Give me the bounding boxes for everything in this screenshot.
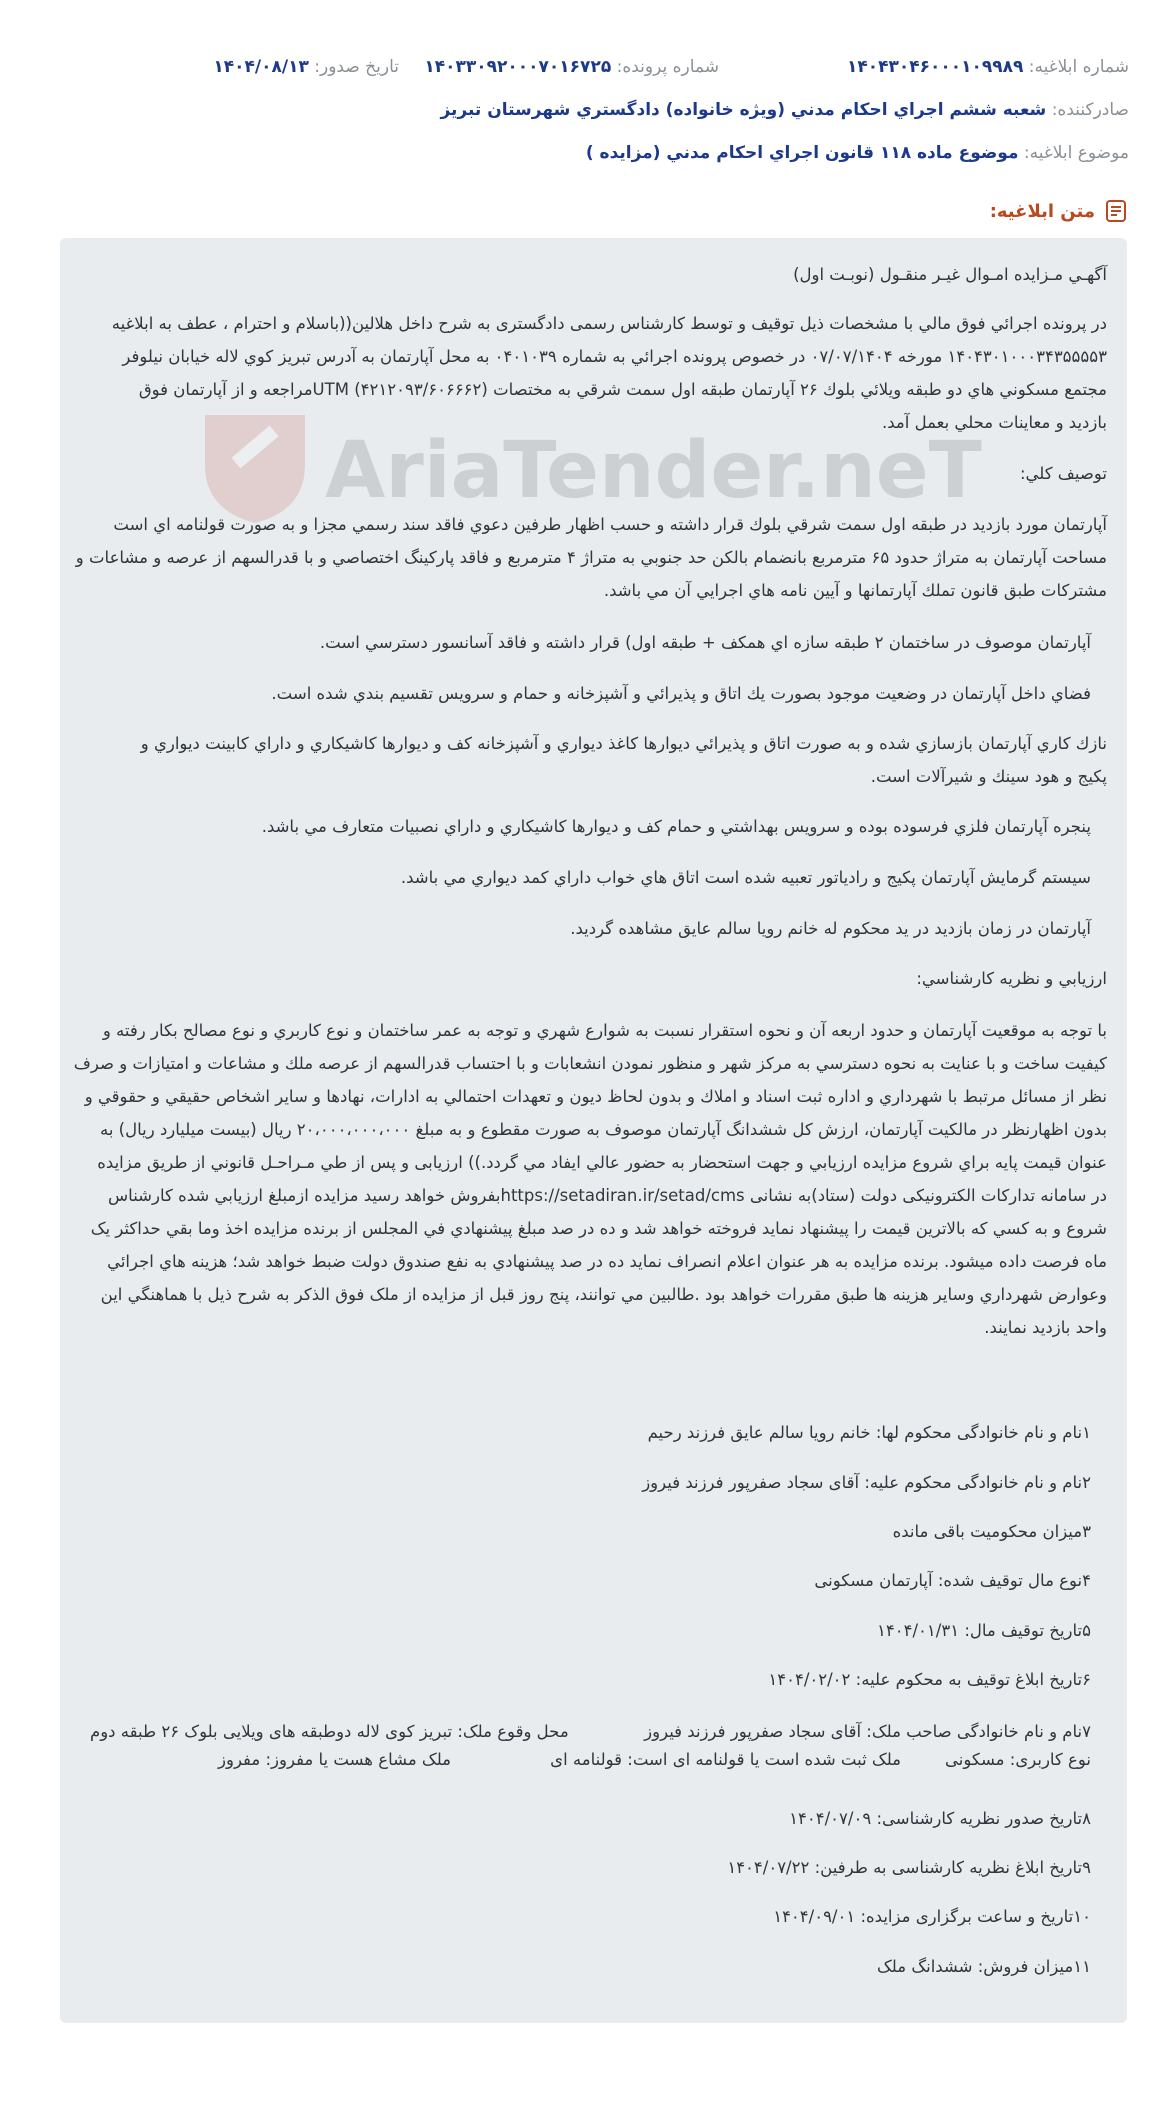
issuer-value: شعبه ششم اجراي احکام مدني (ويژه خانواده) دادگستري شهرستان تبريز	[440, 100, 1047, 120]
case-number	[424, 55, 719, 79]
list-item: ۵تاریخ توقیف مال: ۱۴۰۴/۰۱/۳۱	[877, 1621, 1091, 1640]
text-line: پكيج و هود سينك و شيرآلات است.	[870, 767, 1107, 786]
property-usage: نوع کاربری: مسکونی	[944, 1750, 1091, 1769]
text-line: واحد بازديد نمايند.	[984, 1318, 1107, 1337]
property-registration: ملک ثبت شده است یا قولنامه ای است: قولنامه ای	[550, 1750, 901, 1769]
text-line: نظر از مسائل مرتبط با شهرداري و اداره ثبت اسناد و املاك و بدون لحاظ ديون و تعهدات احتمالي به ادارات، نهادها و ساير اشخاص حقيقي و حقوقي و	[84, 1087, 1107, 1106]
section-heading	[990, 198, 1129, 224]
text-line: بازديد و معاينات محلي بعمل آمد.	[882, 413, 1107, 432]
list-item-owner	[90, 1718, 1091, 1774]
paragraph-finish	[70, 727, 1107, 793]
notice-number	[847, 55, 1129, 79]
text-line: عنوان قيمت پايه براي شروع مزايده ارزيابي و جهت استحضار به حضور عالي ايفاد مي گردد.)) ارزیابی و پس از طي مـراحـل قانوني از طريق مزايده	[97, 1153, 1107, 1172]
list-item: ۱۱میزان فروش: ششدانگ ملک	[877, 1957, 1091, 1976]
header-row-issuer	[45, 98, 1129, 122]
list-item: ۶تاریخ ابلاغ توقیف به محکوم علیه: ۱۴۰۴/۰۲/۰۲	[768, 1670, 1091, 1689]
notice-number-value: ۱۴۰۴۳۰۴۶۰۰۰۱۰۹۹۸۹	[846, 57, 1024, 77]
paragraph-layout: فضاي داخل آپارتمان در وضعيت موجود بصورت يك اتاق و پذيرائي و آشپزخانه و حمام و سرويس تقسيم بندي شده است.	[271, 684, 1091, 703]
list-item: ۳میزان محکومیت باقی مانده	[892, 1522, 1091, 1541]
text-line: شروع و به کسي که بالاترين قيمت را پيشنهاد نمايد فروخته خواهد شد و ده در صد مبلغ پيشنهادي في المجلس از برنده مزايده اخذ وما بقي حداکثر يک	[90, 1219, 1107, 1238]
list-item: ۹تاریخ ابلاغ نظریه کارشناسی به طرفین: ۱۴۰۴/۰۷/۲۲	[727, 1858, 1091, 1877]
text-line: وعوارض شهرداري وساير هزينه ها طبق مقررات خواهد بود .طالبين مي توانند، پنج روز قبل از مزايده از ملک فوق الذکر به شرح ذيل با هماهنگي اين	[100, 1285, 1107, 1304]
paragraph-heating: سيستم گرمايش آپارتمان پكيج و رادياتور تعبيه شده است اتاق هاي خواب داراي كمد ديواري مي باشد.	[400, 868, 1091, 887]
paragraph-general	[70, 508, 1107, 607]
section-title: متن ابلاغيه:	[989, 200, 1095, 222]
text-line: ۱۴۰۴۳۰۱۰۰۰۳۴۳۵۵۵۵۳ مورخه ۰۷/۰۷/۱۴۰۴ در خصوص پرونده اجرائي به شماره ۰۴۰۱۰۳۹ به محل آپارتمان به آدرس تبريز كوي لاله خيابان نيلوفر	[122, 347, 1107, 366]
case-number-label: شماره پرونده:	[616, 57, 719, 77]
paragraph-intro	[70, 307, 1107, 439]
property-location: محل وقوع ملک: تبريز كوی لاله دوطبقه های ويلايی بلوک ۲۶ طبقه دوم	[90, 1722, 569, 1741]
evaluation-title: ارزيابي و نظريه كارشناسي:	[916, 969, 1107, 988]
list-item: ۸تاریخ صدور نظریه کارشناسی: ۱۴۰۴/۰۷/۰۹	[789, 1809, 1091, 1828]
owner-name: ۷نام و نام خانوادگی صاحب ملک: آقای سجاد صفرپور فرزند فيروز	[644, 1722, 1091, 1741]
text-line: مجتمع مسكوني هاي دو طبقه ويلائي بلوك ۲۶ آپارتمان طبقه اول سمت شرقي به مختصات (۴۲۱۲۰۹۳/۶۰۶۶۶۲) UTMمراجعه و از آپارتمان فوق	[138, 380, 1107, 399]
list-item: ۴نوع مال توقیف شده: آپارتمان مسکونی	[814, 1571, 1091, 1590]
paragraph-building: آپارتمان موصوف در ساختمان ۲ طبقه سازه اي همكف + طبقه اول) قرار داشته و فاقد آسانسور دسترسي است.	[319, 633, 1091, 652]
issue-date	[213, 55, 399, 79]
text-line: مشتركات طبق قانون تملك آپارتمانها و آيين نامه هاي اجرايي آن مي باشد.	[603, 581, 1107, 600]
issue-date-value: ۱۴۰۴/۰۸/۱۳	[213, 57, 309, 77]
general-description-title: توصيف كلي:	[1019, 464, 1107, 483]
subject-label: موضوع ابلاغيه:	[1023, 143, 1129, 163]
paragraph-possession: آپارتمان در زمان بازديد در يد محكوم له خانم رويا سالم عايق مشاهده گرديد.	[570, 919, 1091, 938]
text-line: در پرونده اجرائي فوق مالي با مشخصات ذيل توقيف و توسط کارشناس رسمی دادگستری به شرح داخل هلالین((باسلام و احترام ، عطف به ابلاغيه	[111, 314, 1107, 333]
text-line: مساحت آپارتمان به متراژ حدود ۶۵ مترمربع بانضمام بالكن حد جنوبي به متراژ ۴ مترمربع و فاقد پاركينگ اختصاصي و با قدرالسهم از عرصه و مشاعات و	[75, 548, 1107, 567]
text-line: بدون اظهارنظر در مالكيت آپارتمان، ارزش كل ششدانگ آپارتمان موصوف به صورت مقطوع و به مبلغ ۲۰،۰۰۰،۰۰۰،۰۰۰ ريال (بيست ميليارد ريال) به	[100, 1120, 1107, 1139]
paragraph-window: پنجره آپارتمان فلزي فرسوده بوده و سرويس بهداشتي و حمام كف و ديوارها كاشيكاري و داراي نصبيات متعارف مي باشد.	[261, 817, 1091, 836]
property-shared-status: ملک مشاع هست یا مفروز: مفروز	[218, 1750, 451, 1769]
text-line: ماه فرصت داده ميشود. برنده مزايده به هر عنوان اعلام انصراف نمايد ده در صد پيشنهادي به نفع صندوق دولت ضبط خواهد شد؛ هزينه هاي اجرائي	[107, 1252, 1107, 1271]
list-item: ۱نام و نام خانوادگی محکوم لها: خانم رويا سالم عايق فرزند رحيم	[647, 1423, 1091, 1442]
case-number-value: ۱۴۰۳۳۰۹۲۰۰۰۷۰۱۶۷۲۵	[424, 57, 612, 77]
subject-value: موضوع ماده ۱۱۸ قانون اجراي احکام مدني (مزايده )	[585, 143, 1019, 163]
text-line: نازك كاري آپارتمان بازسازي شده و به صورت اتاق و پذيرائي ديوارها كاغذ ديواري و آشپزخانه كف و ديوارها كاشيكاري و داراي كابينت ديواري و	[140, 734, 1107, 753]
text-line: آپارتمان مورد بازديد در طبقه اول سمت شرقي بلوك قرار داشته و حسب اظهار طرفين دعوي فاقد سند رسمي مجزا و به صورت قولنامه اي است	[113, 515, 1107, 534]
list-item: ۲نام و نام خانوادگی محکوم علیه: آقای سجاد صفرپور فرزند فيروز	[642, 1473, 1091, 1492]
text-line: در سامانه تدارکات الکترونیکی دولت (ستاد)به نشانی https://setadiran.ir/setad/cmsبفروش خواهد رسيد مزايده ازمبلغ ارزيابي شده کارشناس	[108, 1186, 1107, 1205]
document-icon	[1103, 198, 1129, 224]
text-line: كيفيت ساخت و با عنايت به نحوه دسترسي به مركز شهر و منظور نمودن انشعابات و با احتساب قدرالسهم از عرصه ملك و مشاعات و امتيازات و صرف	[73, 1054, 1107, 1073]
header-row-subject	[45, 141, 1129, 165]
issuer-label: صادرکننده:	[1051, 100, 1129, 120]
list-item: ۱۰تاریخ و ساعت برگزاری مزایده: ۱۴۰۴/۰۹/۰۱	[773, 1907, 1091, 1926]
notice-number-label: شماره ابلاغيه:	[1028, 57, 1129, 77]
issue-date-label: تاريخ صدور:	[314, 57, 399, 77]
text-line: با توجه به موقعيت آپارتمان و حدود اربعه آن و نحوه استقرار نسبت به شوارع شهري و توجه به عمر ساختمان و نوع كاربري و نوع مصالح بكار رفته و	[102, 1021, 1107, 1040]
notice-heading: آگهـي مـزايده امـوال غيـر منقـول (نوبـت اول)	[793, 265, 1107, 284]
paragraph-evaluation	[70, 1014, 1107, 1344]
